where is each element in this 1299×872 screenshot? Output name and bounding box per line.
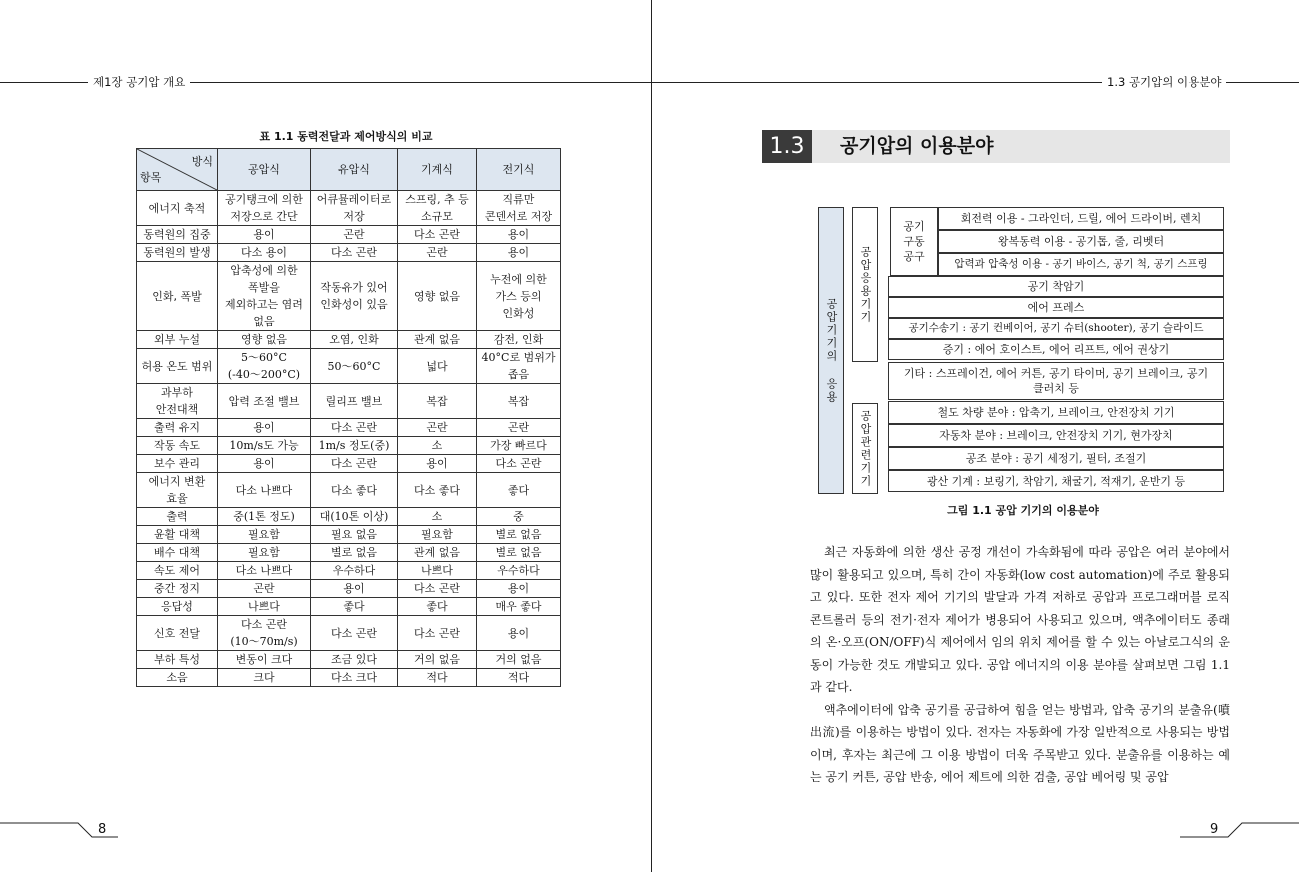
table-cell: 곤란 [398, 419, 477, 437]
row-label: 과부하 안전대책 [137, 384, 218, 419]
table-cell: 필요함 [218, 526, 311, 544]
table-cell: 다소 좋다 [398, 473, 477, 508]
table-cell: 다소 크다 [311, 669, 398, 687]
table-cell: 적다 [398, 669, 477, 687]
table-cell: 용이 [398, 455, 477, 473]
table-cell: 1m/s 정도(중) [311, 437, 398, 455]
table-cell: 직류만 콘덴서로 저장 [477, 191, 561, 226]
table-cell: 복잡 [398, 384, 477, 419]
related-item: 광산 기계 : 보링기, 착암기, 채굴기, 적재기, 운반기 등 [888, 470, 1224, 492]
row-label: 배수 대책 [137, 544, 218, 562]
table-cell: 다소 좋다 [311, 473, 398, 508]
table-cell: 곤란 [311, 226, 398, 244]
table-cell: 다소 나쁘다 [218, 473, 311, 508]
table-row [137, 244, 561, 262]
table-row [137, 562, 561, 580]
diagram-group-applied: 공압응용기기 [852, 207, 878, 362]
table-cell: 나쁘다 [398, 562, 477, 580]
corner-bottom-label: 항목 [140, 171, 162, 184]
table-row [137, 226, 561, 244]
table-cell: 좋다 [398, 598, 477, 616]
table-cell: 감전, 인화 [477, 331, 561, 349]
table-cell: 10m/s도 가능 [218, 437, 311, 455]
row-label: 외부 누설 [137, 331, 218, 349]
table-cell: 관계 없음 [398, 544, 477, 562]
chapter-header: 제1장 공기압 개요 [88, 74, 190, 90]
tool-item: 회전력 이용 - 그라인더, 드릴, 에어 드라이버, 렌치 [938, 207, 1224, 230]
table-row [137, 331, 561, 349]
table-row [137, 437, 561, 455]
tools-label: 공기 구동 공구 [890, 207, 938, 276]
related-item: 공조 분야 : 공기 세정기, 필터, 조절기 [888, 447, 1224, 470]
page-number: 8 [98, 822, 107, 837]
table-cell: 거의 없음 [398, 651, 477, 669]
row-label: 응답성 [137, 598, 218, 616]
table-cell: 중 [477, 508, 561, 526]
table-cell: 조금 있다 [311, 651, 398, 669]
row-label: 동력원의 발생 [137, 244, 218, 262]
paragraph: 최근 자동화에 의한 생산 공정 개선이 가속화됨에 따라 공압은 여러 분야에서 많이 활용되고 있으며, 특히 간이 자동화(low cost automation)에 주로 활용되고 있다. 또한 전자 제어 기기의 발달과 가격 저하로 공압과 프로그래머블 로직 콘트롤러 등의 전기·전자 제어가 병용되어 사용되고 있으며, 액추에이터도 종래의 온·오프(ON/OFF)식 제어에서 임의 위치 제어를 할 수 있는 아날로그식의 운동이 가능한 것도 개발되고 있다. 공압 에너지의 이용 분야를 살펴보면 그림 1.1과 같다. [810, 545, 1230, 694]
row-label: 신호 전달 [137, 616, 218, 651]
table-cell: 소 [398, 508, 477, 526]
table-cell: 다소 곤란 [311, 419, 398, 437]
column-header: 기계식 [398, 149, 477, 191]
table-cell: 다소 곤란 [311, 616, 398, 651]
row-label: 속도 제어 [137, 562, 218, 580]
table-cell: 압축성에 의한 폭발을 제외하고는 염려 없음 [218, 262, 311, 331]
column-header: 공압식 [218, 149, 311, 191]
table-row [137, 508, 561, 526]
table-cell: 다소 용이 [218, 244, 311, 262]
row-label: 출력 유지 [137, 419, 218, 437]
table-cell: 필요 없음 [311, 526, 398, 544]
table-row [137, 384, 561, 419]
row-label: 에너지 변환 효율 [137, 473, 218, 508]
table-row [137, 669, 561, 687]
footer-rule [1170, 820, 1299, 840]
other-item: 기타 : 스프레이건, 에어 커튼, 공기 타이머, 공기 브레이크, 공기 클러치 등 [888, 362, 1224, 400]
row-label: 인화, 폭발 [137, 262, 218, 331]
table-cell: 필요함 [218, 544, 311, 562]
section-title: 공기압의 이용분야 [840, 135, 994, 157]
footer-rule [0, 820, 130, 840]
table-cell: 변동이 크다 [218, 651, 311, 669]
table-cell: 필요함 [398, 526, 477, 544]
comparison-table [136, 148, 561, 687]
table-cell: 넓다 [398, 349, 477, 384]
table-cell: 5～60°C (-40～200°C) [218, 349, 311, 384]
tool-item: 압력과 압축성 이용 - 공기 바이스, 공기 척, 공기 스프링 [938, 253, 1224, 276]
row-label: 부하 특성 [137, 651, 218, 669]
table-cell: 우수하다 [311, 562, 398, 580]
column-header: 전기식 [477, 149, 561, 191]
corner-top-label: 방식 [191, 155, 213, 168]
related-item: 철도 차량 분야 : 압축기, 브레이크, 안전장치 기기 [888, 401, 1224, 424]
table-cell: 우수하다 [477, 562, 561, 580]
table-cell: 용이 [477, 580, 561, 598]
row-label: 소음 [137, 669, 218, 687]
row-label: 출력 [137, 508, 218, 526]
related-item: 자동차 분야 : 브레이크, 안전장치 기기, 현가장치 [888, 424, 1224, 447]
table-cell: 용이 [218, 226, 311, 244]
table-cell: 영향 없음 [218, 331, 311, 349]
table-cell: 다소 곤란 [311, 244, 398, 262]
table-cell: 적다 [477, 669, 561, 687]
table-cell: 다소 곤란 [398, 580, 477, 598]
table-row [137, 349, 561, 384]
table-cell: 거의 없음 [477, 651, 561, 669]
table-cell: 다소 곤란 (10～70m/s) [218, 616, 311, 651]
table-row [137, 526, 561, 544]
table-row [137, 191, 561, 226]
page-number: 9 [1210, 822, 1219, 837]
table-cell: 관계 없음 [398, 331, 477, 349]
table-cell: 50～60°C [311, 349, 398, 384]
applied-item: 에어 프레스 [888, 297, 1224, 318]
row-label: 윤활 대책 [137, 526, 218, 544]
table-cell: 매우 좋다 [477, 598, 561, 616]
table-cell: 용이 [477, 616, 561, 651]
section-header: 1.3 공기압의 이용분야 [1102, 74, 1226, 90]
table-corner-cell [137, 149, 218, 191]
table-cell: 영향 없음 [398, 262, 477, 331]
table-cell: 별로 없음 [311, 544, 398, 562]
row-label: 중간 정지 [137, 580, 218, 598]
table-cell: 오염, 인화 [311, 331, 398, 349]
table-row [137, 616, 561, 651]
table-cell: 릴리프 밸브 [311, 384, 398, 419]
application-diagram [818, 207, 1228, 494]
table-row [137, 419, 561, 437]
diagram-group-related: 공압관련기기 [852, 403, 878, 494]
table-cell: 별로 없음 [477, 526, 561, 544]
table-cell: 40°C로 범위가 좁음 [477, 349, 561, 384]
table-cell: 공기탱크에 의한 저장으로 간단 [218, 191, 311, 226]
row-label: 에너지 축적 [137, 191, 218, 226]
table-row [137, 598, 561, 616]
table-cell: 스프링, 추 등 소규모 [398, 191, 477, 226]
table-cell: 크다 [218, 669, 311, 687]
row-label: 허용 온도 범위 [137, 349, 218, 384]
table-row [137, 262, 561, 331]
table-cell: 곤란 [398, 244, 477, 262]
table-caption: 표 1.1 동력전달과 제어방식의 비교 [259, 130, 433, 143]
table-row [137, 455, 561, 473]
table-cell: 좋다 [477, 473, 561, 508]
figure-caption: 그림 1.1 공압 기기의 이용분야 [947, 504, 1099, 517]
table-cell: 다소 나쁘다 [218, 562, 311, 580]
row-label: 동력원의 집중 [137, 226, 218, 244]
table-cell: 용이 [218, 419, 311, 437]
table-cell: 다소 곤란 [477, 455, 561, 473]
table-cell: 대(10톤 이상) [311, 508, 398, 526]
table-row [137, 651, 561, 669]
applied-item: 공기 착암기 [888, 276, 1224, 297]
body-text [810, 541, 1230, 789]
table-cell: 곤란 [477, 419, 561, 437]
table-cell: 소 [398, 437, 477, 455]
row-label: 보수 관리 [137, 455, 218, 473]
table-cell: 다소 곤란 [311, 455, 398, 473]
table-row [137, 580, 561, 598]
table-cell: 곤란 [218, 580, 311, 598]
table-cell: 용이 [311, 580, 398, 598]
table-header-row [137, 149, 561, 191]
diagram-root: 공압기기의 응용 [818, 207, 844, 494]
table-cell: 중(1톤 정도) [218, 508, 311, 526]
section-title-bar [762, 130, 1230, 163]
table-cell: 누전에 의한 가스 등의 인화성 [477, 262, 561, 331]
table-cell: 좋다 [311, 598, 398, 616]
table-cell: 가장 빠르다 [477, 437, 561, 455]
table-cell: 어큐뮬레이터로 저장 [311, 191, 398, 226]
table-cell: 압력 조절 밸브 [218, 384, 311, 419]
applied-item: 증기 : 에어 호이스트, 에어 리프트, 에어 권상기 [888, 339, 1224, 360]
table-cell: 용이 [477, 226, 561, 244]
table-cell: 용이 [218, 455, 311, 473]
applied-item: 공기수송기 : 공기 컨베이어, 공기 슈터(shooter), 공기 슬라이드 [888, 318, 1224, 339]
section-number: 1.3 [762, 130, 812, 163]
table-cell: 나쁘다 [218, 598, 311, 616]
table-cell: 다소 곤란 [398, 616, 477, 651]
table-cell: 용이 [477, 244, 561, 262]
row-label: 작동 속도 [137, 437, 218, 455]
table-row [137, 544, 561, 562]
tool-item: 왕복동력 이용 - 공기톱, 줄, 리벳터 [938, 230, 1224, 253]
table-cell: 복잡 [477, 384, 561, 419]
column-header: 유압식 [311, 149, 398, 191]
table-cell: 다소 곤란 [398, 226, 477, 244]
table-cell: 별로 없음 [477, 544, 561, 562]
table-row [137, 473, 561, 508]
table-cell: 작동유가 있어 인화성이 있음 [311, 262, 398, 331]
paragraph: 액추에이터에 압축 공기를 공급하여 힘을 얻는 방법과, 압축 공기의 분출유(噴出流)를 이용하는 방법이 있다. 전자는 자동화에 가장 일반적으로 사용되는 방법이며, 후자는 최근에 그 이용 방법이 더욱 주목받고 있다. 분출유를 이용하는 예는 공기 커튼, 공압 반송, 에어 제트에 의한 검출, 공압 베어링 및 공압 [810, 702, 1230, 784]
